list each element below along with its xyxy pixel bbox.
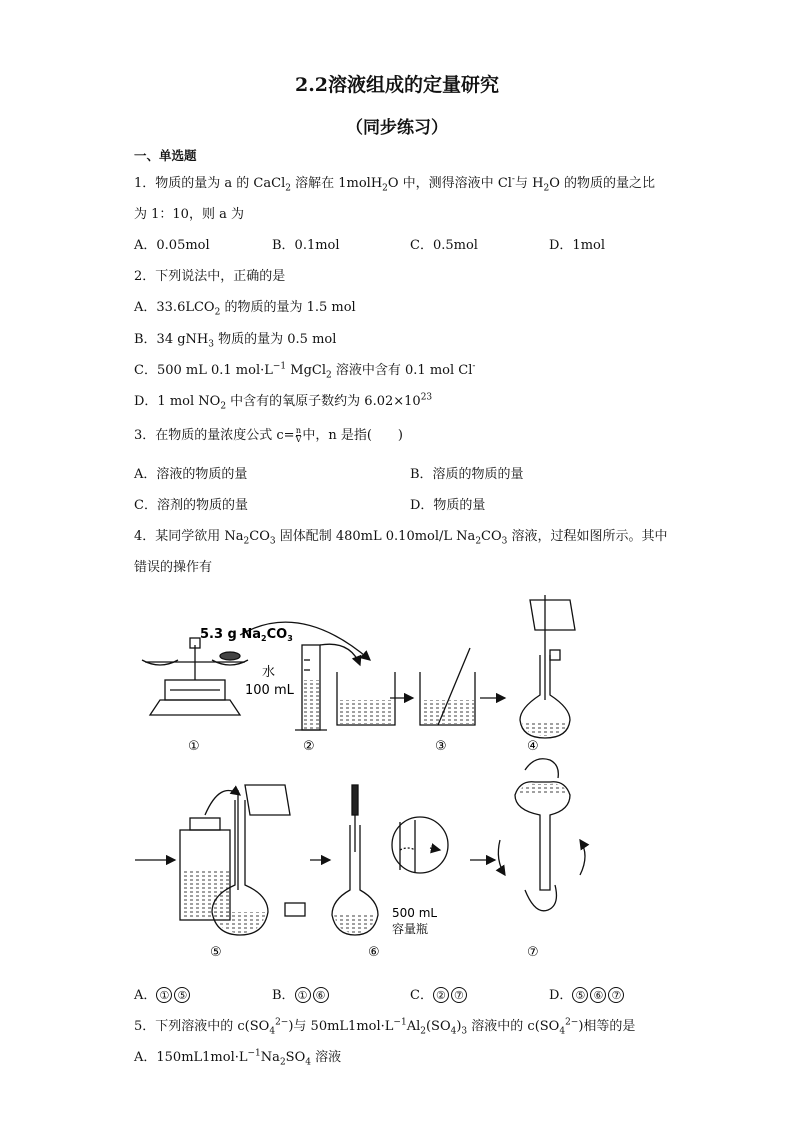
q5-stem: 5．下列溶液中的 $c(SO_4^{2-})$与 $50mL1mol\cdot L^{-1}Al_2(SO_4)_3$ 溶液中的 $c(SO_4^{2-})$相等的是: [134, 1017, 636, 1037]
water-label: 水: [262, 665, 276, 680]
q4-option-a[interactable]: A． ① ⑤: [134, 984, 192, 1003]
q1-option-c[interactable]: C．0.5mol: [410, 238, 478, 253]
q5-option-a[interactable]: A．$150mL1mol\cdot L^{-1}Na_2SO_4$ 溶液: [134, 1048, 342, 1068]
step-6-label: ⑥: [368, 945, 380, 960]
graduated-cylinder-icon: [295, 645, 327, 730]
q1-stem-line1: 1．物质的量为 a 的 CaCl$_2$ 溶解在 1molH$_2$O 中，测得溶液中 Cl-与 $H_2O$ 的物质的量之比: [134, 174, 655, 194]
q4-option-d[interactable]: D． ⑤ ⑥ ⑦: [549, 984, 626, 1003]
q2-stem: 2．下列说法中，正确的是: [134, 269, 286, 284]
step-4-label: ④: [527, 739, 539, 754]
q4-option-b[interactable]: B． ① ⑥: [272, 984, 331, 1003]
inverting-flask-icon: [498, 759, 585, 911]
volumetric-flask-icon: [212, 785, 305, 935]
q4-stem-line2: 错误的操作有: [134, 560, 213, 575]
balance-icon: [142, 638, 248, 715]
step-7-label: ⑦: [527, 945, 539, 960]
q3-stem: 3．在物质的量浓度公式 c= $\frac{n}{V}$ 中，n 是指( ): [134, 426, 404, 444]
q1-option-b[interactable]: B．0.1mol: [272, 238, 340, 253]
q2-option-b[interactable]: B．34 gNH$_3$ 物质的量为 0.5 mol: [134, 332, 337, 350]
q1-stem-line2: 为 1：10，则 a 为: [134, 207, 244, 222]
step-5-label: ⑤: [210, 945, 222, 960]
q1-option-a[interactable]: A．0.05mol: [134, 238, 210, 253]
q3-option-b[interactable]: B．溶质的物质的量: [410, 467, 524, 482]
dropper-icon: [352, 785, 358, 852]
q2-option-c[interactable]: C．500 mL 0.1 $mol\cdot L^{-1}$ MgCl$_2$ 溶液中含有 0.1 mol Cl-: [134, 361, 476, 381]
stirring-beaker-icon: [420, 648, 475, 725]
reagent-bottle-icon: [180, 818, 230, 920]
step-2-label: ②: [303, 739, 315, 754]
step-1-label: ①: [188, 739, 200, 754]
page-subtitle: （同步练习）: [346, 118, 448, 138]
water-volume-label: 100 mL: [245, 683, 294, 698]
flask-name-label: 容量瓶: [392, 922, 429, 936]
q4-option-c[interactable]: C． ② ⑦: [410, 984, 469, 1003]
section-heading: 一、单选题: [134, 148, 197, 163]
step-3-label: ③: [435, 739, 447, 754]
q3-option-a[interactable]: A．溶液的物质的量: [134, 467, 248, 482]
procedure-figure: [130, 590, 650, 965]
q3-option-d[interactable]: D．物质的量: [410, 498, 486, 513]
q1-option-d[interactable]: D．1mol: [549, 238, 606, 253]
flask-volume-label: 500 mL: [392, 906, 438, 920]
formula-fraction: $\frac{n}{V}$: [295, 426, 302, 444]
q4-stem-line1: 4．某同学欲用 $Na_2CO_3$ 固体配制 480mL 0.10mol/L $Na_2CO_3$ 溶液，过程如图所示。其中: [134, 529, 668, 547]
page-title: 2.2溶液组成的定量研究: [294, 74, 500, 96]
mass-label: 5.3 g $Na_2CO_3$: [200, 627, 293, 643]
volumetric-flask-icon: [520, 595, 575, 738]
q2-option-a[interactable]: A．$33.6LCO_2$ 的物质的量为 1.5 mol: [134, 300, 356, 318]
beaker-icon: [337, 672, 395, 725]
q3-option-c[interactable]: C．溶剂的物质的量: [134, 498, 248, 513]
q2-option-d[interactable]: D．1 mol $NO_2$ 中含有的氧原子数约为 $6.02\times 10^{23}$: [134, 392, 433, 412]
